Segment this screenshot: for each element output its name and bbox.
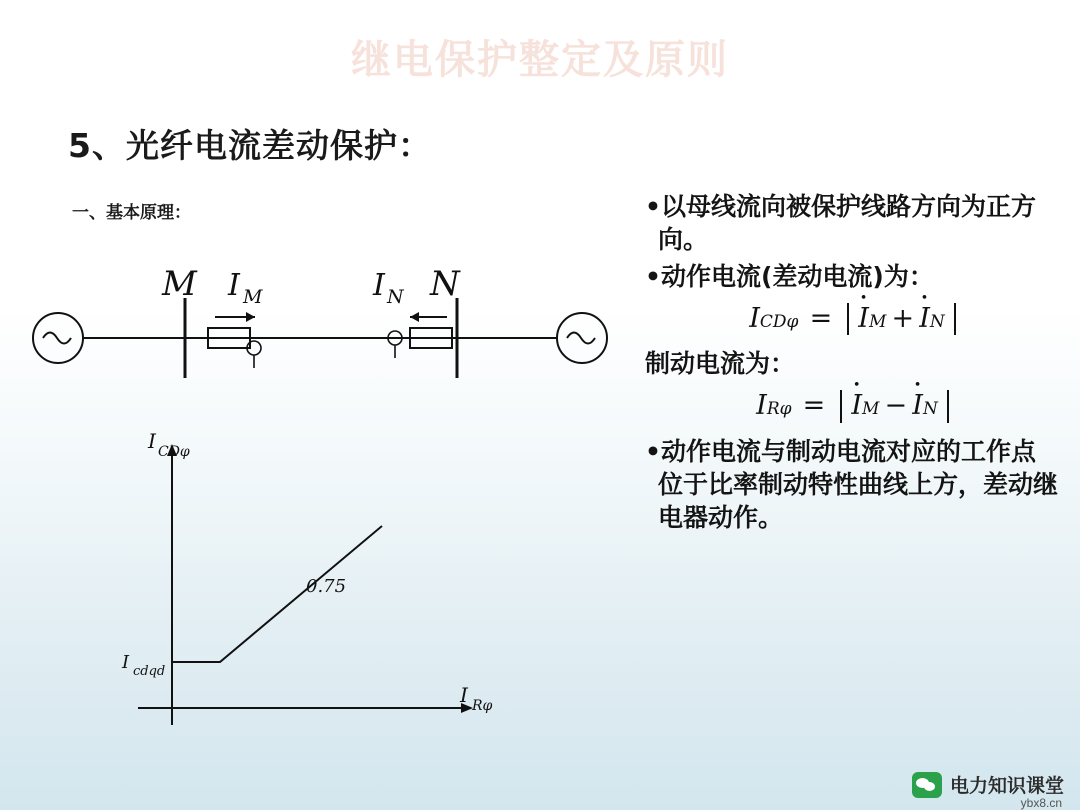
right-text-column	[645, 190, 1060, 538]
sine-left-icon	[43, 333, 71, 344]
formula1-term2: • I	[919, 305, 930, 333]
current-arrow-right-head	[410, 312, 419, 322]
y-axis-label-sub: CDφ	[158, 444, 190, 460]
formula2-term1-sub: M	[862, 399, 880, 420]
bullet-operating-point	[645, 435, 1060, 534]
label-bus-m: M	[162, 264, 197, 304]
label-current-m: I	[228, 268, 240, 303]
line-restraint-current: 制动电流为：	[645, 349, 796, 379]
formula-restraint-current	[645, 390, 1060, 422]
label-current-n: I	[373, 268, 385, 303]
single-line-diagram	[10, 250, 630, 420]
current-arrow-left-head	[246, 312, 255, 322]
formula1-lhs-sub: CDφ	[759, 312, 799, 332]
bullet-direction	[645, 190, 1060, 256]
watermark	[912, 771, 1064, 798]
x-axis-label-sub: Rφ	[472, 698, 493, 714]
formula-operating-current	[645, 303, 1060, 335]
bullet-dot-icon: •	[645, 262, 661, 291]
formula1-abs-bars	[847, 303, 955, 335]
page-title: 5、光纤电流差动保护：	[68, 126, 432, 165]
watermark-subtext: ybx8.cn	[1020, 796, 1062, 810]
bullet-operating-current	[645, 260, 1060, 293]
label-current-n-sub: N	[387, 286, 404, 308]
restraint-characteristic-chart	[120, 430, 520, 760]
bullet-direction-text: 以母线流向被保护线路方向为正方向。	[658, 192, 1036, 254]
formula1-lhs: I	[749, 303, 760, 334]
characteristic-curve	[172, 526, 382, 662]
slope-label: 0.75	[306, 576, 347, 597]
y-axis-label: I	[148, 430, 156, 453]
threshold-label-sub: cdqd	[133, 664, 166, 679]
formula2-abs-bars	[840, 390, 948, 422]
formula1-eq: =	[809, 303, 833, 334]
section-subtitle: 一、基本原理：	[72, 203, 191, 223]
formula2-eq: =	[802, 390, 826, 422]
formula2-term1: • I	[851, 392, 862, 420]
watermark-text: 电力知识课堂	[949, 775, 1064, 797]
label-current-m-sub: M	[243, 286, 263, 308]
formula1-term1: • I	[858, 305, 869, 333]
threshold-label: I	[122, 652, 130, 673]
formula1-term1-sub: M	[868, 312, 887, 332]
formula2-lhs: I	[756, 390, 767, 422]
bullet-operating-point-text: 动作电流与制动电流对应的工作点位于比率制动特性曲线上方，差动继电器动作。	[658, 436, 1059, 532]
sine-right-icon	[567, 333, 595, 344]
bullet-dot-icon: •	[645, 436, 661, 466]
banner-title: 继电保护整定及原则	[351, 37, 729, 83]
bullet-operating-current-text: 动作电流(差动电流)为：	[660, 262, 934, 291]
label-bus-n: N	[430, 264, 460, 304]
formula1-op: +	[891, 303, 915, 334]
wechat-logo-icon	[912, 772, 942, 798]
formula2-term2-sub: N	[922, 399, 938, 420]
x-axis-label: I	[460, 683, 468, 707]
formula2-lhs-sub: Rφ	[766, 399, 792, 420]
formula2-term2: • I	[912, 392, 923, 420]
formula2-op: −	[884, 390, 908, 422]
formula1-term2-sub: N	[929, 312, 945, 332]
bullet-dot-icon: •	[645, 192, 661, 221]
